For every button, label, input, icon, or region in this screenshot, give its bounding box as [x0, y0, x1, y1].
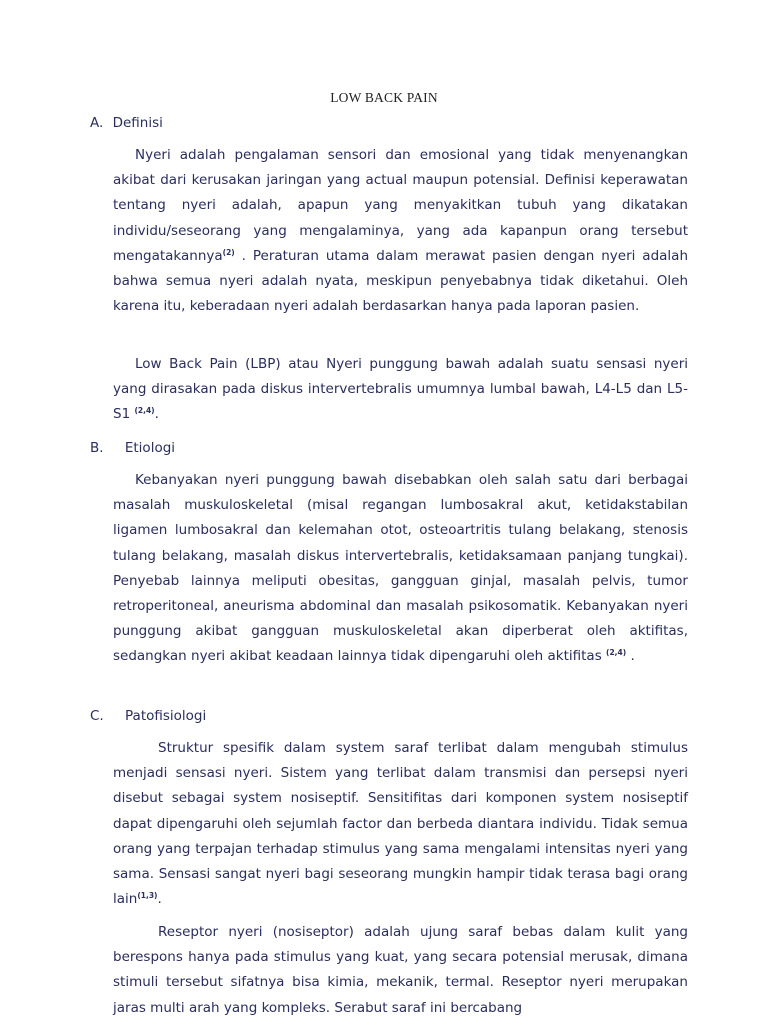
section-title: Definisi [112, 115, 163, 131]
page-title: LOW BACK PAIN [330, 90, 438, 105]
citation: (2,4) [134, 406, 155, 416]
paragraph-definisi-1 [113, 143, 688, 319]
section-letter: B. [90, 440, 104, 456]
paragraph-text: . [157, 891, 162, 908]
section-title: Etiologi [124, 440, 176, 456]
section-letter: A. [90, 115, 104, 131]
paragraph-text: Struktur spesifik dalam system saraf terlibat dalam mengubah stimulus menjadi sensasi nyeri. Sistem yang terlibat dalam transmisi dan persepsi nyeri disebut sebagai system nosiseptif. Sensitifitas dari komponen system nosiseptif dapat dipengaruhi oleh sejumlah factor dan berbeda diantara individu. Tidak semua orang yang terpajan terhadap stimulus yang sama mengalami intensitas nyeri yang sama. Sensasi sangat nyeri bagi seseorang mungkin hampir tidak terasa bagi orang lain [113, 740, 688, 908]
section-heading-patofisiologi [90, 706, 206, 726]
paragraph-text: Reseptor nyeri (nosiseptor) adalah ujung saraf bebas dalam kulit yang berespons hanya pada stimulus yang kuat, yang secara potensial merusak, dimana stimuli tersebut sifatnya bisa kimia, mekanik, termal. Reseptor nyeri merupakan jaras multi arah yang kompleks. Serabut saraf ini bercabang [113, 924, 688, 1016]
paragraph-etiologi-1 [113, 468, 688, 670]
paragraph-text: Nyeri adalah pengalaman sensori dan emosional yang tidak menyenangkan akibat dari kerusakan jaringan yang actual maupun potensial. Definisi keperawatan tentang nyeri adalah, apapun yang menyakitkan tubuh yang dikatakan individu/seseorang yang mengalaminya, yang ada kapanpun orang tersebut mengatakannya [113, 147, 688, 264]
citation: (1,3) [137, 891, 158, 901]
paragraph-text: . Peraturan utama dalam merawat pasien dengan nyeri adalah bahwa semua nyeri adalah nyata, meskipun penyebabnya tidak diketahui. Oleh karena itu, keberadaan nyeri adalah berdasarkan hanya pada laporan pasien. [113, 247, 688, 315]
paragraph-patofisiologi-1 [113, 736, 688, 912]
paragraph-definisi-2 [113, 352, 688, 428]
section-heading-definisi [90, 113, 163, 133]
citation: (2) [222, 247, 235, 257]
paragraph-text: . [154, 406, 159, 423]
section-letter: C. [90, 708, 104, 724]
section-title: Patofisiologi [125, 708, 207, 724]
paragraph-text: . [626, 648, 635, 665]
citation: (2,4) [606, 648, 627, 658]
section-heading-etiologi [90, 438, 175, 458]
paragraph-patofisiologi-2 [113, 920, 688, 1021]
paragraph-text: Low Back Pain (LBP) atau Nyeri punggung bawah adalah suatu sensasi nyeri yang dirasakan pada diskus intervertebralis umumnya lumbal bawah, L4-L5 dan L5-S1 [113, 356, 688, 423]
paragraph-text: Kebanyakan nyeri punggung bawah disebabkan oleh salah satu dari berbagai masalah muskuloskeletal (misal regangan lumbosakral akut, ketidakstabilan ligamen lumbosakral dan kelemahan otot, osteoartritis tulang belakang, stenosis tulang belakang, masalah diskus intervertebralis, ketidaksamaan panjang tungkai). Penyebab lainnya meliputi obesitas, gangguan ginjal, masalah pelvis, tumor retroperitoneal, aneurisma abdominal dan masalah psikosomatik. Kebanyakan nyeri punggung akibat gangguan muskuloskeletal akan diperberat oleh aktifitas, sedangkan nyeri akibat keadaan lainnya tidak dipengaruhi oleh aktifitas [113, 472, 688, 665]
